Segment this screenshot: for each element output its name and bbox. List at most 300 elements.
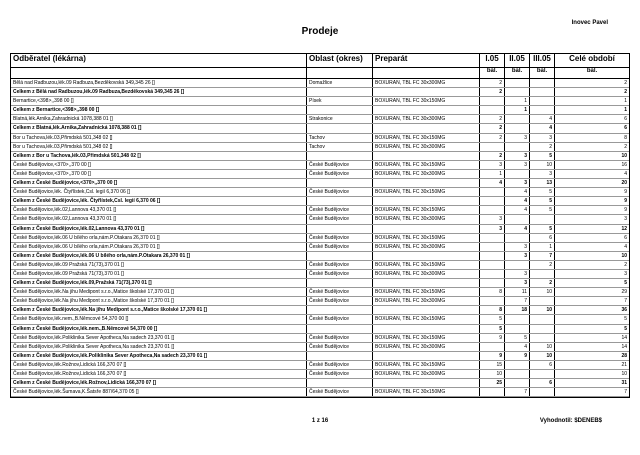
table-cell: BOXURAN, TBL FC 30x300MG	[372, 297, 479, 305]
table-cell: 3	[529, 170, 554, 178]
table-cell: Celkem z České Budějovice,lék.Rožnov,Lidická 166,370 07 []	[13, 380, 157, 387]
table-cell: 18	[504, 306, 529, 314]
table-cell: 6	[529, 361, 554, 369]
table-cell: České Budějovice,lék. Čtyřlístek,Csl. legií 6,370 06 []	[13, 189, 130, 196]
table-cell	[372, 225, 479, 233]
table-cell: Celkem z Bělá nad Radbuzou,lék.09 Radbuza,Bezděkovská 349,345 26 []	[13, 89, 185, 96]
table-cell: 5	[529, 225, 554, 233]
table-cell: 2	[529, 261, 554, 269]
table-cell: 14	[554, 343, 629, 351]
table-cell: 10	[554, 152, 629, 160]
table-cell	[479, 343, 504, 351]
table-cell: 6	[554, 124, 629, 132]
table-cell: 2	[529, 279, 554, 287]
table-cell: České Budějovice	[306, 261, 372, 269]
table-cell: 16	[554, 161, 629, 169]
subtotal-row	[11, 279, 629, 288]
table-cell	[479, 252, 504, 260]
table-cell: České Budějovice,lék.Šumava,K.Šatsře 887/64,370 05 []	[13, 389, 139, 396]
table-cell	[372, 106, 479, 114]
table-cell: 1	[554, 106, 629, 114]
table-cell: Písek	[306, 97, 372, 105]
table-cell: České Budějovice	[306, 234, 372, 242]
table-cell	[529, 79, 554, 87]
table-cell: 3	[554, 215, 629, 223]
table-cell: 28	[554, 352, 629, 360]
table-cell: 10	[529, 352, 554, 360]
table-row	[11, 297, 629, 306]
subtotal-row	[11, 225, 629, 234]
table-cell	[306, 306, 372, 314]
table-cell: 8	[554, 134, 629, 142]
table-cell	[372, 306, 479, 314]
table-cell: 3	[504, 161, 529, 169]
table-cell	[529, 315, 554, 323]
table-cell	[479, 106, 504, 114]
table-cell	[372, 279, 479, 287]
table-cell: 2	[479, 79, 504, 87]
table-cell	[479, 388, 504, 396]
table-row	[11, 161, 629, 170]
table-cell: 5	[529, 206, 554, 214]
table-cell	[479, 197, 504, 205]
table-cell: BOXURAN, TBL FC 30x150MG	[372, 97, 479, 105]
table-cell: Celkem z České Budějovice,lék.Poliklinika Sever Apotheca,Na sadech 23,370 01 []	[13, 352, 208, 359]
table-cell: 2	[554, 88, 629, 96]
table-cell: 3	[479, 215, 504, 223]
table-cell: 5	[554, 279, 629, 287]
table-cell	[372, 325, 479, 333]
col-header-region: Oblast (okres)	[306, 54, 372, 67]
subtotal-row	[11, 379, 629, 388]
table-cell	[504, 361, 529, 369]
table-cell: 20	[554, 179, 629, 187]
table-cell: Blatná,lék.Arnika,Zahradnická 1078,388 01 []	[13, 116, 113, 123]
subheader-empty	[306, 68, 372, 78]
table-row	[11, 370, 629, 379]
table-cell: 5	[554, 315, 629, 323]
unit-label: bal.	[554, 68, 629, 78]
col-header-jan: I.05	[479, 54, 504, 67]
table-row	[11, 115, 629, 124]
table-cell: BOXURAN, TBL FC 30x300MG	[372, 79, 479, 87]
table-cell: 10	[529, 343, 554, 351]
table-cell: Domažlice	[306, 79, 372, 87]
col-header-mar: III.05	[529, 54, 554, 67]
table-cell	[504, 215, 529, 223]
table-cell	[306, 88, 372, 96]
table-cell: 9	[554, 206, 629, 214]
table-body	[11, 79, 629, 397]
table-cell: 8	[479, 288, 504, 296]
table-cell: Celkem z Bernartice,<398>,,398 00 []	[13, 107, 100, 114]
table-row	[11, 215, 629, 224]
table-cell: České Budějovice	[306, 206, 372, 214]
table-cell: BOXURAN, TBL FC 30x150MG	[372, 361, 479, 369]
table-cell	[504, 261, 529, 269]
table-cell: České Budějovice,lék.Rožnov,Lidická 166,370 07 []	[13, 361, 127, 368]
table-cell	[529, 270, 554, 278]
table-cell	[372, 179, 479, 187]
table-cell: BOXURAN, TBL FC 30x300MG	[372, 215, 479, 223]
table-cell: 10	[554, 370, 629, 378]
table-cell: 21	[554, 361, 629, 369]
table-cell: Celkem z České Budějovice,lék.09,Pražská 71(73),370 01 []	[13, 280, 152, 287]
table-row	[11, 79, 629, 88]
table-cell: 4	[504, 188, 529, 196]
table-cell: Celkem z Bor u Tachova,lék.03,Přimdská 501,348 02 []	[13, 152, 141, 159]
table-cell: České Budějovice	[306, 188, 372, 196]
unit-label: bal.	[504, 68, 529, 78]
table-row	[11, 270, 629, 279]
table-cell	[306, 179, 372, 187]
table-cell: BOXURAN, TBL FC 30x150MG	[372, 161, 479, 169]
table-cell: České Budějovice,<370>,,370 00 []	[13, 161, 91, 168]
table-cell: 2	[554, 143, 629, 151]
table-cell: 3	[504, 279, 529, 287]
table-cell: 14	[554, 334, 629, 342]
table-cell: 9	[554, 188, 629, 196]
unit-label: bal.	[529, 68, 554, 78]
table-cell: BOXURAN, TBL FC 30x150MG	[372, 188, 479, 196]
table-cell: 10	[529, 161, 554, 169]
table-cell: 2	[554, 261, 629, 269]
table-cell	[306, 152, 372, 160]
table-cell: Celkem z Blatná,lék.Arnika,Zahradnická 1078,388 01 []	[13, 125, 142, 132]
table-cell: Celkem z České Budějovice,lék.02,Lannova 43,370 01 []	[13, 225, 145, 232]
table-cell	[504, 325, 529, 333]
table-row	[11, 315, 629, 324]
subtotal-row	[11, 197, 629, 206]
table-cell: České Budějovice	[306, 270, 372, 278]
table-cell: 4	[504, 206, 529, 214]
table-cell	[306, 124, 372, 132]
table-cell: 7	[554, 297, 629, 305]
table-cell: 2	[479, 124, 504, 132]
table-cell: 5	[529, 188, 554, 196]
table-cell	[372, 124, 479, 132]
table-cell: BOXURAN, TBL FC 30x150MG	[372, 315, 479, 323]
subheader-empty	[11, 68, 306, 78]
table-cell: 4	[554, 170, 629, 178]
table-cell: Celkem z České Budějovice,lék.Na jihu Medipont s.r.o.,Matice školské 17,370 01 []	[13, 307, 207, 314]
table-cell: 4	[504, 197, 529, 205]
table-cell	[504, 170, 529, 178]
subtotal-row	[11, 252, 629, 261]
table-cell	[306, 197, 372, 205]
table-cell: 2	[479, 88, 504, 96]
table-row	[11, 288, 629, 297]
table-cell: Bělá nad Radbuzou,lék.09 Radbuza,Bezděkovská 349,345 26 []	[13, 80, 155, 86]
table-row	[11, 343, 629, 352]
table-cell: 3	[479, 225, 504, 233]
table-row	[11, 334, 629, 343]
table-cell	[479, 188, 504, 196]
table-cell: Bor u Tachova,lék.03,Přimdská 501,348 02 []	[13, 143, 113, 150]
table-subheader	[11, 68, 629, 79]
table-row	[11, 188, 629, 197]
table-cell: 4	[504, 343, 529, 351]
table-cell: BOXURAN, TBL FC 30x300MG	[372, 270, 479, 278]
table-cell: České Budějovice	[306, 361, 372, 369]
table-cell: 10	[529, 288, 554, 296]
table-cell	[504, 370, 529, 378]
table-cell: 6	[554, 234, 629, 242]
col-header-feb: II.05	[504, 54, 529, 67]
table-cell: 1	[479, 170, 504, 178]
table-cell: 9	[479, 334, 504, 342]
table-cell	[306, 279, 372, 287]
table-cell: 6	[554, 115, 629, 123]
table-cell: 3	[479, 161, 504, 169]
table-cell: 3	[554, 270, 629, 278]
table-cell	[529, 388, 554, 396]
table-cell	[504, 234, 529, 242]
table-cell: České Budějovice,lék.06 U bílého orla,nám.P.Otakara 26,370 01 []	[13, 234, 160, 241]
table-cell	[372, 379, 479, 387]
table-cell: BOXURAN, TBL FC 30x150MG	[372, 334, 479, 342]
author-name: Inovec Pavel	[571, 20, 608, 26]
table-cell	[529, 297, 554, 305]
subtotal-row	[11, 106, 629, 115]
subtotal-row	[11, 124, 629, 133]
table-cell	[372, 252, 479, 260]
table-cell	[479, 243, 504, 251]
table-cell	[504, 315, 529, 323]
table-cell: Celkem z České Budějovice,lék.nem.,B.Němcové 54,370 00 []	[13, 325, 158, 332]
table-cell: 10	[529, 306, 554, 314]
table-cell: České Budějovice,lék.02,Lannova 43,370 01 []	[13, 216, 117, 223]
table-cell	[306, 379, 372, 387]
table-cell: BOXURAN, TBL FC 30x300MG	[372, 370, 479, 378]
table-cell: 4	[529, 115, 554, 123]
table-cell	[529, 325, 554, 333]
table-cell: 10	[479, 370, 504, 378]
table-cell	[306, 352, 372, 360]
table-cell: 36	[554, 306, 629, 314]
table-cell: Celkem z České Budějovice,lék. Čtyřlístek,Csl. legií 6,370 06 []	[13, 198, 161, 205]
col-header-customer: Odběratel (lékárna)	[13, 54, 86, 63]
subtotal-row	[11, 352, 629, 361]
table-cell	[479, 97, 504, 105]
table-cell: České Budějovice	[306, 334, 372, 342]
table-cell	[479, 234, 504, 242]
table-cell	[504, 143, 529, 151]
table-cell: Celkem z České Budějovice,<370>,,370 00 []	[13, 180, 118, 187]
table-row	[11, 243, 629, 252]
table-cell: Celkem z České Budějovice,lék.06 U bílého orla,nám.P.Otakara 26,370 01 []	[13, 252, 190, 259]
subheader-empty	[372, 68, 479, 78]
table-cell	[479, 279, 504, 287]
table-cell: BOXURAN, TBL FC 30x300MG	[372, 143, 479, 151]
table-cell: 7	[554, 388, 629, 396]
table-cell: České Budějovice	[306, 243, 372, 251]
table-cell	[372, 197, 479, 205]
table-cell: 3	[504, 252, 529, 260]
table-cell	[529, 334, 554, 342]
generated-by: Vyhodnotil: $DENEB$	[539, 418, 602, 424]
table-cell: 9	[504, 352, 529, 360]
table-cell: 1	[504, 106, 529, 114]
table-cell: 2	[479, 115, 504, 123]
table-cell	[529, 97, 554, 105]
table-cell: 2	[529, 143, 554, 151]
table-cell: BOXURAN, TBL FC 30x300MG	[372, 115, 479, 123]
page-number: 1 z 16	[311, 418, 329, 424]
table-cell: 10	[554, 252, 629, 260]
table-cell: České Budějovice	[306, 297, 372, 305]
table-cell: Bernartice,<398>,,398 00 []	[13, 98, 74, 105]
subtotal-row	[11, 88, 629, 97]
table-cell: 3	[504, 243, 529, 251]
table-cell: České Budějovice,lék.Poliklinika Sever Apotheca,Na sadech 23,370 01 []	[13, 343, 175, 350]
table-cell: BOXURAN, TBL FC 30x150MG	[372, 261, 479, 269]
table-cell: 11	[504, 288, 529, 296]
table-row	[11, 261, 629, 270]
table-cell: 4	[504, 225, 529, 233]
table-cell	[372, 152, 479, 160]
table-cell: 3	[504, 270, 529, 278]
table-cell: 5	[504, 334, 529, 342]
table-cell: České Budějovice,lék.nem.,B.Němcové 54,370 00 []	[13, 316, 129, 323]
table-cell: České Budějovice,lék.02,Lannova 43,370 01 []	[13, 207, 117, 214]
table-cell: České Budějovice	[306, 161, 372, 169]
table-cell: 7	[504, 297, 529, 305]
table-cell: České Budějovice	[306, 288, 372, 296]
table-cell: České Budějovice	[306, 388, 372, 396]
table-cell: 6	[529, 234, 554, 242]
table-cell	[372, 352, 479, 360]
table-cell: 7	[504, 388, 529, 396]
report-title: Prodeje	[301, 26, 339, 37]
table-cell: České Budějovice,lék.06 U bílého orla,nám.P.Otakara 26,370 01 []	[13, 243, 160, 250]
subtotal-row	[11, 325, 629, 334]
table-cell	[504, 124, 529, 132]
table-row	[11, 361, 629, 370]
table-cell: BOXURAN, TBL FC 30x150MG	[372, 388, 479, 396]
table-cell: České Budějovice,lék.Rožnov,Lidická 166,370 07 []	[13, 371, 127, 377]
table-cell: 2	[479, 152, 504, 160]
table-row	[11, 388, 629, 397]
table-cell: 5	[529, 152, 554, 160]
table-cell	[504, 115, 529, 123]
table-cell: 4	[554, 243, 629, 251]
table-cell: 15	[479, 361, 504, 369]
table-cell: 8	[479, 306, 504, 314]
table-cell	[372, 88, 479, 96]
table-cell: České Budějovice,<370>,,370 00 []	[13, 170, 91, 177]
table-cell: 3	[504, 134, 529, 142]
table-cell: České Budějovice,lék.09 Pražská 71(73),370 01 []	[13, 261, 124, 268]
table-cell: České Budějovice	[306, 343, 372, 351]
table-cell: 29	[554, 288, 629, 296]
table-cell: České Budějovice	[306, 315, 372, 323]
subtotal-row	[11, 306, 629, 315]
table-row	[11, 206, 629, 215]
table-cell: 7	[529, 252, 554, 260]
table-cell: 9	[554, 197, 629, 205]
col-header-total: Celé období	[554, 54, 629, 67]
table-cell	[479, 270, 504, 278]
table-cell: 3	[504, 179, 529, 187]
table-cell	[306, 252, 372, 260]
table-cell: 6	[529, 379, 554, 387]
table-cell: České Budějovice,lék.09 Pražská 71(73),370 01 []	[13, 270, 124, 277]
table-cell: Bor u Tachova,lék.03,Přimdská 501,348 02 []	[13, 134, 113, 141]
table-cell	[479, 297, 504, 305]
table-cell: 4	[529, 124, 554, 132]
table-cell: BOXURAN, TBL FC 30x150MG	[372, 234, 479, 242]
table-cell	[479, 261, 504, 269]
table-cell: 31	[554, 379, 629, 387]
table-cell: 1	[504, 97, 529, 105]
subtotal-row	[11, 152, 629, 161]
sales-table	[10, 53, 630, 398]
table-cell: BOXURAN, TBL FC 30x300MG	[372, 243, 479, 251]
table-cell	[306, 325, 372, 333]
table-cell	[504, 88, 529, 96]
table-row	[11, 170, 629, 179]
table-cell: Tachov	[306, 134, 372, 142]
table-cell	[479, 206, 504, 214]
table-cell: 1	[554, 97, 629, 105]
table-cell: České Budějovice,lék.Na jihu Medipont s.r.o.,Matice školské 17,370 01 []	[13, 298, 174, 305]
table-cell: České Budějovice,lék.Na jihu Medipont s.r.o.,Matice školské 17,370 01 []	[13, 289, 174, 296]
subtotal-row	[11, 179, 629, 188]
table-row	[11, 143, 629, 152]
col-header-product: Preparát	[372, 54, 479, 67]
table-cell: České Budějovice	[306, 170, 372, 178]
table-cell: Tachov	[306, 143, 372, 151]
table-cell: 12	[554, 225, 629, 233]
table-cell: 5	[479, 315, 504, 323]
unit-label: bal.	[479, 68, 504, 78]
table-cell: BOXURAN, TBL FC 30x150MG	[372, 134, 479, 142]
table-cell: 2	[479, 134, 504, 142]
table-cell: BOXURAN, TBL FC 30x150MG	[372, 206, 479, 214]
table-cell	[504, 79, 529, 87]
table-cell	[529, 106, 554, 114]
table-cell: 5	[529, 197, 554, 205]
table-cell: 5	[479, 325, 504, 333]
table-cell: 1	[529, 243, 554, 251]
table-cell	[529, 88, 554, 96]
table-row	[11, 234, 629, 243]
table-cell	[479, 143, 504, 151]
table-cell: 3	[529, 134, 554, 142]
table-cell: BOXURAN, TBL FC 30x300MG	[372, 343, 479, 351]
table-cell: BOXURAN, TBL FC 30x150MG	[372, 288, 479, 296]
table-cell: České Budějovice	[306, 215, 372, 223]
table-cell: České Budějovice	[306, 370, 372, 378]
table-header	[11, 54, 629, 68]
table-cell: 4	[479, 179, 504, 187]
table-cell: 9	[479, 352, 504, 360]
table-row	[11, 97, 629, 106]
table-cell: 25	[479, 379, 504, 387]
table-cell	[306, 106, 372, 114]
table-cell: 5	[554, 325, 629, 333]
table-cell	[529, 370, 554, 378]
table-cell	[504, 379, 529, 387]
table-cell: 3	[504, 152, 529, 160]
table-cell	[529, 215, 554, 223]
table-cell: BOXURAN, TBL FC 30x300MG	[372, 170, 479, 178]
table-cell: 13	[529, 179, 554, 187]
table-row	[11, 134, 629, 143]
table-cell: 2	[554, 79, 629, 87]
table-cell	[306, 225, 372, 233]
